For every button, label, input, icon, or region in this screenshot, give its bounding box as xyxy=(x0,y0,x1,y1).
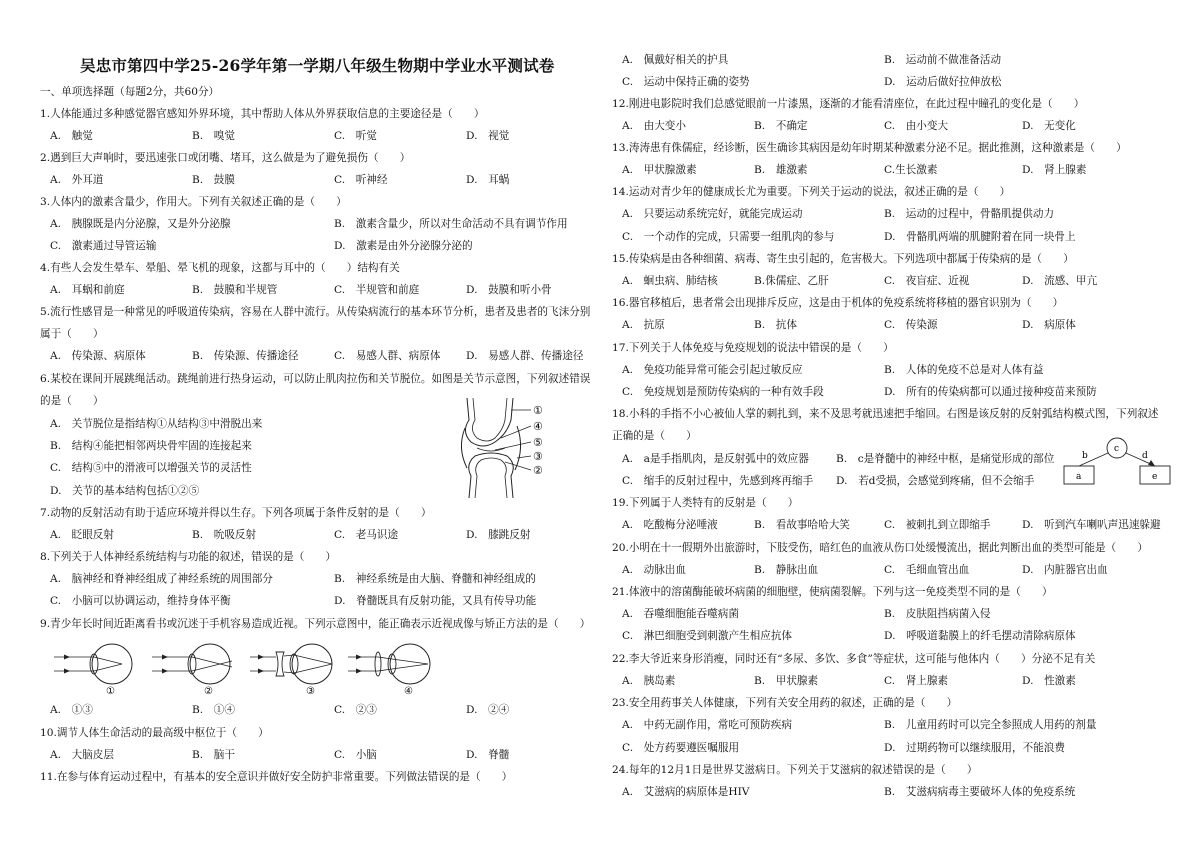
q23-option-d[interactable]: D. 过期药物可以继续服用，不能浪费 xyxy=(884,742,1065,754)
joint-label-3: ③ xyxy=(533,450,543,463)
q11-option-b[interactable]: B. 运动前不做准备活动 xyxy=(884,54,1002,66)
q9-option-d[interactable]: D. ②④ xyxy=(466,704,510,716)
right-column xyxy=(600,0,1200,848)
q21-option-b[interactable]: B. 皮肤阻挡病菌入侵 xyxy=(884,608,991,620)
eye-diagrams xyxy=(50,640,450,696)
q19-option-a[interactable]: A. 吃酸梅分泌唾液 xyxy=(622,519,718,531)
q17-option-a[interactable]: A. 免疫功能异常可能会引起过敏反应 xyxy=(622,364,803,376)
question-17-stem: 17.下列关于人体免疫与免疫规划的说法中错误的是（ ） xyxy=(612,342,894,354)
q20-option-b[interactable]: B. 静脉出血 xyxy=(754,564,819,576)
q9-option-c[interactable]: C. ②③ xyxy=(334,704,377,716)
q17-option-b[interactable]: B. 人体的免疫不总是对人体有益 xyxy=(884,364,1044,376)
q11-option-c[interactable]: C. 运动中保持正确的姿势 xyxy=(622,76,750,88)
q8-option-a[interactable]: A. 脑神经和脊神经组成了神经系统的周围部分 xyxy=(50,573,273,585)
q20-option-d[interactable]: D. 内脏器官出血 xyxy=(1022,564,1108,576)
q4-option-a[interactable]: A. 耳蜗和前庭 xyxy=(50,284,125,296)
q16-option-b[interactable]: B. 抗体 xyxy=(754,319,797,331)
q14-option-d[interactable]: D. 骨骼肌两端的肌腱附着在同一块骨上 xyxy=(884,231,1076,243)
q9-option-b[interactable]: B. ①④ xyxy=(192,704,235,716)
eye-diagram-1 xyxy=(54,644,132,696)
q2-option-b[interactable]: B. 鼓膜 xyxy=(192,174,235,186)
q17-option-d[interactable]: D. 所有的传染病都可以通过接种疫苗来预防 xyxy=(884,386,1097,398)
q6-option-d[interactable]: D. 关节的基本结构包括①②⑤ xyxy=(50,485,200,497)
q3-option-a[interactable]: A. 胰腺既是内分泌腺，又是外分泌腺 xyxy=(50,218,231,230)
q6-option-a[interactable]: A. 关节脱位是指结构①从结构③中滑脱出来 xyxy=(50,418,263,430)
q18-option-b[interactable]: B. c是脊髓中的神经中枢，是痛觉形成的部位 xyxy=(836,453,1055,465)
q12-option-d[interactable]: D. 无变化 xyxy=(1022,120,1076,132)
q21-option-c[interactable]: C. 淋巴细胞受到刺激产生相应抗体 xyxy=(622,630,793,642)
q8-option-c[interactable]: C. 小脑可以协调运动，维持身体平衡 xyxy=(50,595,231,607)
q6-option-c[interactable]: C. 结构⑤中的滑液可以增强关节的灵活性 xyxy=(50,462,252,474)
q23-option-b[interactable]: B. 儿童用药时可以完全参照成人用药的剂量 xyxy=(884,719,1097,731)
question-4-stem: 4.有些人会发生晕车、晕船、晕飞机的现象，这都与耳中的（ ）结构有关 xyxy=(40,262,400,274)
q12-option-c[interactable]: C. 由小变大 xyxy=(884,120,949,132)
q10-option-b[interactable]: B. 脑干 xyxy=(192,749,235,761)
q8-option-d[interactable]: D. 脊髓既具有反射功能，又具有传导功能 xyxy=(334,595,537,607)
q17-option-c[interactable]: C. 免疫规划是预防传染病的一种有效手段 xyxy=(622,386,824,398)
joint-label-5: ⑤ xyxy=(533,436,543,449)
q10-option-c[interactable]: C. 小脑 xyxy=(334,749,377,761)
q22-option-b[interactable]: B. 甲状腺素 xyxy=(754,675,819,687)
q3-option-b[interactable]: B. 激素含量少，所以对生命活动不具有调节作用 xyxy=(334,218,568,230)
q24-option-b[interactable]: B. 艾滋病病毒主要破坏人体的免疫系统 xyxy=(884,786,1076,798)
q22-option-d[interactable]: D. 性激素 xyxy=(1022,675,1076,687)
q2-option-d[interactable]: D. 耳蜗 xyxy=(466,174,510,186)
question-14-stem: 14.运动对青少年的健康成长尤为重要。下列关于运动的说法，叙述正确的是（ ） xyxy=(612,186,1011,198)
question-7-stem: 7.动物的反射活动有助于适应环境并得以生存。下列各项属于条件反射的是（ ） xyxy=(40,507,432,519)
joint-label-1: ① xyxy=(533,404,543,417)
q1-option-a[interactable]: A. 触觉 xyxy=(50,130,93,142)
q18-option-d[interactable]: D. 若d受损，会感觉到疼痛，但不会缩手 xyxy=(836,475,1035,487)
q20-option-c[interactable]: C. 毛细血管出血 xyxy=(884,564,970,576)
q15-option-b[interactable]: B.侏儒症、乙肝 xyxy=(754,275,829,287)
q15-option-c[interactable]: C. 夜盲症、近视 xyxy=(884,275,970,287)
q5-option-d[interactable]: D. 易感人群、传播途径 xyxy=(466,350,584,362)
q1-option-c[interactable]: C. 听觉 xyxy=(334,130,377,142)
q2-option-a[interactable]: A. 外耳道 xyxy=(50,174,104,186)
q3-option-d[interactable]: D. 激素是由外分泌腺分泌的 xyxy=(334,240,473,252)
q4-option-b[interactable]: B. 鼓膜和半规管 xyxy=(192,284,278,296)
question-3-stem: 3.人体内的激素含量少，作用大。下列有关叙述正确的是（ ） xyxy=(40,196,347,208)
reflex-label-d: d xyxy=(1142,451,1148,461)
question-11-stem: 11.在参与体育运动过程中，有基本的安全意识并做好安全防护非常重要。下列做法错误的是（ ） xyxy=(40,771,513,783)
reflex-label-e: e xyxy=(1152,472,1158,482)
q5-option-a[interactable]: A. 传染源、病原体 xyxy=(50,350,146,362)
q19-option-b[interactable]: B. 看故事哈哈大笑 xyxy=(754,519,850,531)
q18-option-c[interactable]: C. 缩手的反射过程中，先感到疼再缩手 xyxy=(622,475,814,487)
question-6-stem-cont: 的是（ ） xyxy=(40,395,104,407)
q16-option-d[interactable]: D. 病原体 xyxy=(1022,319,1076,331)
eye-diagram-3 xyxy=(250,644,332,696)
q7-option-d[interactable]: D. 膝跳反射 xyxy=(466,529,531,541)
q7-option-a[interactable]: A. 眨眼反射 xyxy=(50,529,114,541)
q14-option-b[interactable]: B. 运动的过程中，骨骼肌提供动力 xyxy=(884,208,1055,220)
eye-label-4: ④ xyxy=(404,686,413,696)
question-19-stem: 19.下列属于人类特有的反射是（ ） xyxy=(612,497,799,509)
q7-option-b[interactable]: B. 吮吸反射 xyxy=(192,529,257,541)
question-8-stem: 8.下列关于人体神经系统结构与功能的叙述，错误的是（ ） xyxy=(40,551,337,563)
question-5-stem-cont: 属于（ ） xyxy=(40,328,104,340)
eye-label-2: ② xyxy=(204,686,213,696)
reflex-label-c: c xyxy=(1114,444,1120,454)
q11-option-d[interactable]: D. 运动后做好拉伸放松 xyxy=(884,76,1002,88)
eye-label-1: ① xyxy=(106,686,115,696)
section-heading: 一、单项选择题（每题2分，共60分） xyxy=(40,86,220,98)
question-15-stem: 15.传染病是由各种细菌、病毒、寄生虫引起的，危害极大。下列选项中都属于传染病的是（ ） xyxy=(612,253,1074,265)
question-12-stem: 12.刚进电影院时我们总感觉眼前一片漆黑，逐渐的才能看清座位，在此过程中瞳孔的变化是（ ） xyxy=(612,98,1085,110)
q13-option-a[interactable]: A. 甲状腺激素 xyxy=(622,164,697,176)
q16-option-c[interactable]: C. 传染源 xyxy=(884,319,938,331)
q24-option-a[interactable]: A. 艾滋病的病原体是HIV xyxy=(622,786,750,798)
q16-option-a[interactable]: A. 抗原 xyxy=(622,319,665,331)
q11-option-a[interactable]: A. 佩戴好相关的护具 xyxy=(622,54,729,66)
eye-label-3: ③ xyxy=(306,686,315,696)
exam-title: 吴忠市第四中学25-26学年第一学期八年级生物期中学业水平测试卷 xyxy=(80,56,555,75)
q19-option-c[interactable]: C. 被刺扎到立即缩手 xyxy=(884,519,991,531)
q14-option-a[interactable]: A. 只要运动系统完好，就能完成运动 xyxy=(622,208,803,220)
reflex-arc-diagram xyxy=(1062,434,1174,492)
q12-option-a[interactable]: A. 由大变小 xyxy=(622,120,686,132)
reflex-label-b: b xyxy=(1082,451,1088,461)
question-18-stem: 18.小科的手指不小心被仙人掌的刺扎到，来不及思考就迅速把手缩回。右图是该反射的反射弧结构模式图，下列叙述 xyxy=(612,408,1159,420)
q1-option-b[interactable]: B. 嗅觉 xyxy=(192,130,235,142)
q13-option-b[interactable]: B. 雄激素 xyxy=(754,164,808,176)
q21-option-d[interactable]: D. 呼吸道黏膜上的纤毛摆动清除病原体 xyxy=(884,630,1076,642)
q10-option-d[interactable]: D. 脊髓 xyxy=(466,749,510,761)
joint-diagram xyxy=(455,398,555,498)
q23-option-a[interactable]: A. 中药无副作用，常吃可预防疾病 xyxy=(622,719,792,731)
q5-option-c[interactable]: C. 易感人群、病原体 xyxy=(334,350,441,362)
eye-diagram-4 xyxy=(348,644,430,696)
q22-option-a[interactable]: A. 胰岛素 xyxy=(622,675,676,687)
q18-option-a[interactable]: A. a是手指肌肉，是反射弧中的效应器 xyxy=(622,453,809,465)
question-22-stem: 22.李大爷近来身形消瘦，同时还有“多尿、多饮、多食”等症状，这可能与他体内（ ）分泌不足有关 xyxy=(612,653,1096,665)
question-5-stem: 5.流行性感冒是一种常见的呼吸道传染病，容易在人群中流行。从传染病流行的基本环节分析，患者及患者的飞沫分别 xyxy=(40,306,591,318)
q21-option-a[interactable]: A. 吞噬细胞能吞噬病菌 xyxy=(622,608,739,620)
q3-option-c[interactable]: C. 激素通过导管运输 xyxy=(50,240,157,252)
q19-option-d[interactable]: D. 听到汽车喇叭声迅速躲避 xyxy=(1022,519,1161,531)
q6-option-b[interactable]: B. 结构④能把相邻两块骨牢固的连接起来 xyxy=(50,440,252,452)
question-13-stem: 13.涛涛患有侏儒症，经诊断，医生确诊其病因是幼年时期某种激素分泌不足。据此推测，这种激素是（ ） xyxy=(612,142,1127,154)
question-24-stem: 24.每年的12月1日是世界艾滋病日。下列关于艾滋病的叙述错误的是（ ） xyxy=(612,764,978,776)
q22-option-c[interactable]: C. 肾上腺素 xyxy=(884,675,949,687)
question-21-stem: 21.体液中的溶菌酶能破坏病菌的细胞壁，使病菌裂解。下列与这一免疫类型不同的是（ ） xyxy=(612,586,1053,598)
question-6-stem: 6.某校在课间开展跳绳活动。跳绳前进行热身运动，可以防止肌肉拉伤和关节脱位。如图是关节示意图，下列叙述错误 xyxy=(40,373,591,385)
question-23-stem: 23.安全用药事关人体健康，下列有关安全用药的叙述，正确的是（ ） xyxy=(612,697,958,709)
q14-option-c[interactable]: C. 一个动作的完成，只需要一组肌肉的参与 xyxy=(622,231,835,243)
joint-label-4: ④ xyxy=(533,420,543,433)
q2-option-c[interactable]: C. 听神经 xyxy=(334,174,388,186)
q5-option-b[interactable]: B. 传染源、传播途径 xyxy=(192,350,299,362)
q9-option-a[interactable]: A. ①③ xyxy=(50,704,93,716)
question-9-stem: 9.青少年长时间近距离看书或沉迷于手机容易造成近视。下列示意图中，能正确表示近视成像与矫正方法的是（ ） xyxy=(40,618,591,630)
q12-option-b[interactable]: B. 不确定 xyxy=(754,120,808,132)
q13-option-d[interactable]: D. 肾上腺素 xyxy=(1022,164,1087,176)
q4-option-c[interactable]: C. 半规管和前庭 xyxy=(334,284,420,296)
q1-option-d[interactable]: D. 视觉 xyxy=(466,130,510,142)
question-18-stem-cont: 正确的是（ ） xyxy=(612,430,697,442)
question-20-stem: 20.小明在十一假期外出旅游时，下肢受伤，暗红色的血液从伤口处缓慢流出，据此判断出血的类型可能是（ ） xyxy=(612,542,1148,554)
question-16-stem: 16.器官移植后，患者常会出现排斥反应，这是由于机体的免疫系统将移植的器官识别为（ ） xyxy=(612,297,1064,309)
q20-option-a[interactable]: A. 动脉出血 xyxy=(622,564,686,576)
question-2-stem: 2.遇到巨大声响时，要迅速张口或闭嘴、堵耳，这么做是为了避免损伤（ ） xyxy=(40,152,411,164)
q13-option-c[interactable]: C.生长激素 xyxy=(884,164,938,176)
question-1-stem: 1.人体能通过多种感觉器官感知外界环境，其中帮助人体从外界获取信息的主要途径是（ ） xyxy=(40,108,485,120)
q10-option-a[interactable]: A. 大脑皮层 xyxy=(50,749,114,761)
q15-option-a[interactable]: A. 蛔虫病、肺结核 xyxy=(622,275,718,287)
q8-option-b[interactable]: B. 神经系统是由大脑、脊髓和神经组成的 xyxy=(334,573,536,585)
reflex-label-a: a xyxy=(1076,472,1082,482)
question-10-stem: 10.调节人体生命活动的最高级中枢位于（ ） xyxy=(40,727,269,739)
joint-label-2: ② xyxy=(533,464,543,477)
q15-option-d[interactable]: D. 流感、甲亢 xyxy=(1022,275,1098,287)
q7-option-c[interactable]: C. 老马识途 xyxy=(334,529,399,541)
q4-option-d[interactable]: D. 鼓膜和听小骨 xyxy=(466,284,552,296)
eye-diagram-2 xyxy=(152,644,232,696)
q23-option-c[interactable]: C. 处方药要遵医嘱服用 xyxy=(622,742,740,754)
